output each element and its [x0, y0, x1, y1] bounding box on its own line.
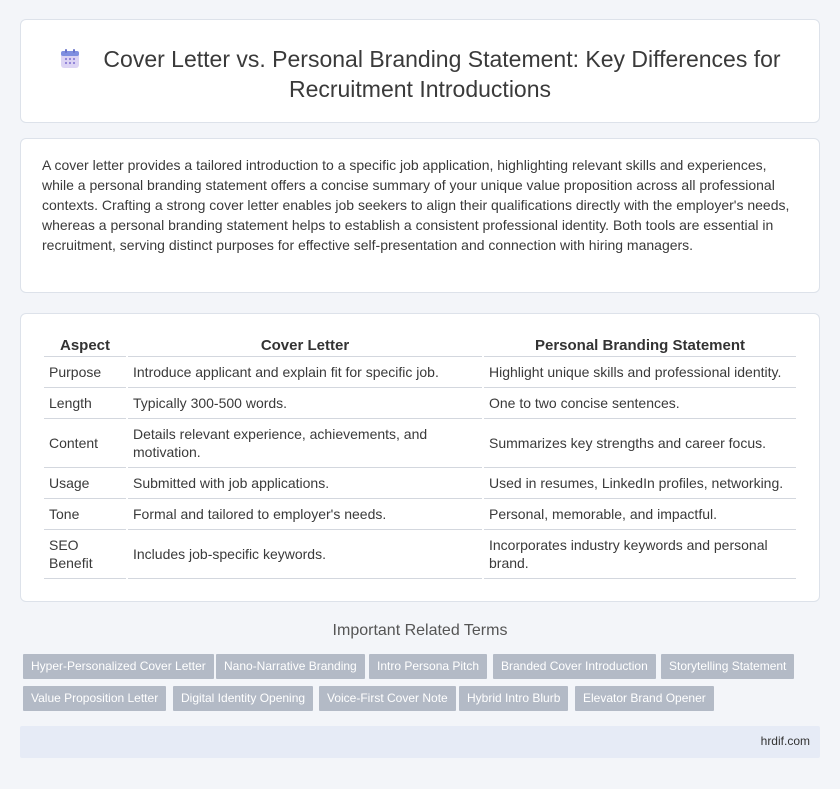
table-cell-aspect: Content [44, 419, 126, 468]
related-tag[interactable]: Intro Persona Pitch [369, 654, 487, 679]
comparison-card [20, 313, 820, 602]
table-cell-cover-letter: Introduce applicant and explain fit for specific job. [128, 357, 482, 388]
intro-paragraph: A cover letter provides a tailored introduction to a specific job application, highlighting relevant skills and experiences, while a personal branding statement offers a concise summary of your unique value proposition across all professional contexts. Crafting a strong cover letter enables job seekers to align their qualifications directly with the employer's needs, whereas a personal branding statement helps to establish a consistent professional identity. Both tools are essential in recruitment, serving distinct purposes for effective self-presentation and connection with hiring managers. [42, 157, 790, 253]
related-tag[interactable]: Hybrid Intro Blurb [459, 686, 568, 711]
table-row [44, 419, 796, 468]
related-tag[interactable]: Value Proposition Letter [23, 686, 166, 711]
title-card [20, 19, 820, 123]
footer-site[interactable]: hrdif.com [760, 734, 810, 748]
table-row [44, 388, 796, 419]
table-cell-aspect: SEO Benefit [44, 530, 126, 579]
related-tag[interactable]: Nano-Narrative Branding [216, 654, 365, 679]
table-cell-cover-letter: Details relevant experience, achievements, and motivation. [128, 419, 482, 468]
intro-card [20, 138, 820, 293]
table-cell-aspect: Usage [44, 468, 126, 499]
table-cell-branding: One to two concise sentences. [484, 388, 796, 419]
related-tag[interactable]: Voice-First Cover Note [319, 686, 456, 711]
table-cell-branding: Personal, memorable, and impactful. [484, 499, 796, 530]
table-cell-cover-letter: Formal and tailored to employer's needs. [128, 499, 482, 530]
table-cell-branding: Highlight unique skills and professional identity. [484, 357, 796, 388]
calendar-icon [59, 48, 81, 70]
table-row [44, 530, 796, 579]
page-title-text: Cover Letter vs. Personal Branding Statement: Key Differences for Recruitment Introductions [103, 46, 781, 102]
table-row [44, 357, 796, 388]
header-cover-letter: Cover Letter [128, 334, 482, 357]
header-personal-branding: Personal Branding Statement [484, 334, 796, 357]
table-cell-cover-letter: Submitted with job applications. [128, 468, 482, 499]
related-tag[interactable]: Storytelling Statement [661, 654, 794, 679]
table-cell-cover-letter: Typically 300-500 words. [128, 388, 482, 419]
table-cell-branding: Used in resumes, LinkedIn profiles, networking. [484, 468, 796, 499]
table-header-row [44, 334, 796, 357]
related-tag[interactable]: Branded Cover Introduction [493, 654, 656, 679]
table-cell-branding: Incorporates industry keywords and personal brand. [484, 530, 796, 579]
related-terms-title: Important Related Terms [332, 622, 508, 639]
comparison-table [42, 334, 798, 579]
table-row [44, 499, 796, 530]
table-cell-cover-letter: Includes job-specific keywords. [128, 530, 482, 579]
table-row [44, 468, 796, 499]
header-aspect: Aspect [44, 334, 126, 357]
related-tag[interactable]: Digital Identity Opening [173, 686, 313, 711]
page-title [21, 44, 819, 104]
table-cell-aspect: Length [44, 388, 126, 419]
related-tag[interactable]: Hyper-Personalized Cover Letter [23, 654, 214, 679]
table-cell-branding: Summarizes key strengths and career focus. [484, 419, 796, 468]
table-cell-aspect: Purpose [44, 357, 126, 388]
footer-bar [20, 726, 820, 758]
related-tag[interactable]: Elevator Brand Opener [575, 686, 714, 711]
table-cell-aspect: Tone [44, 499, 126, 530]
